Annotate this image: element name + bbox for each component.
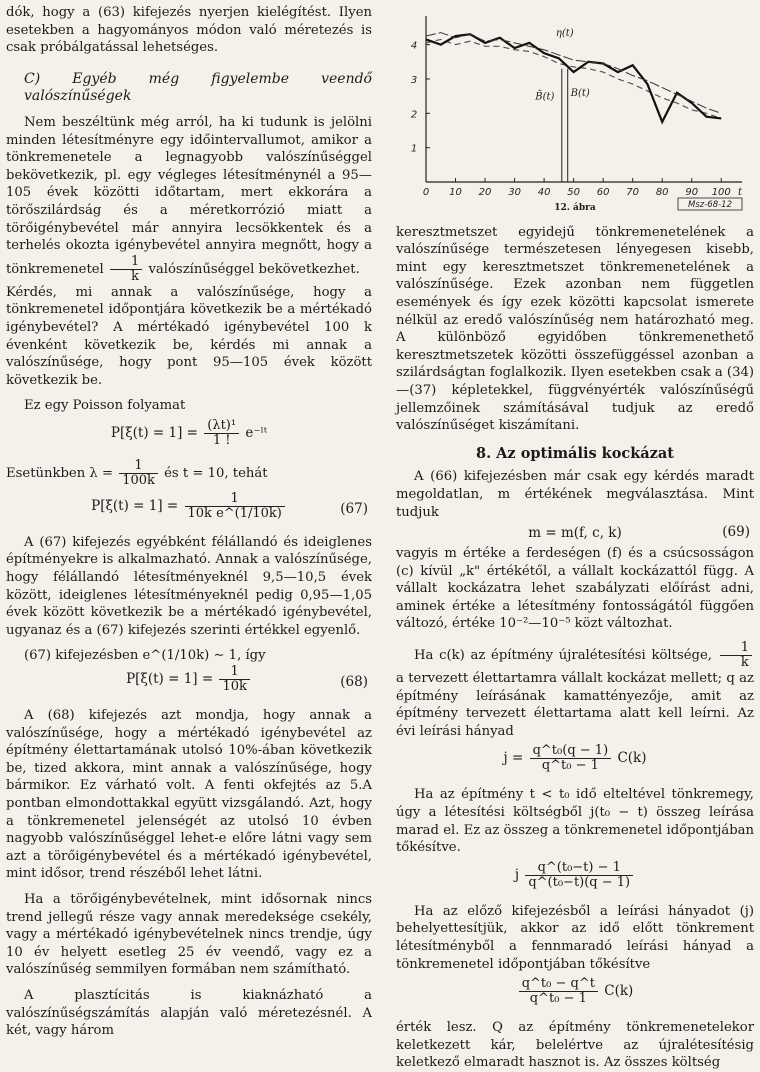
fraction-den: k xyxy=(131,268,140,284)
section-heading-c: C) Egyéb még figyelembe veendő valószínűségek xyxy=(24,70,372,105)
right-paragraph-5: Ha az építmény t < t₀ idő elteltével tönkremegy, úgy a létesítési költségből j(t₀ − t) összeg leírása marad el. Ez az összeg a tönkremenetel időpontjában tőkésítve. xyxy=(396,787,754,856)
right-paragraph-1: keresztmetszet egyidejű tönkremenetelének a valószínűsége természetesen lényegesen kisebb, mint egy keresztmetszet tönkremenetelének a valószínűsége. Ezek azonban nem független események és így ezek közötti kapcsolat ismerete nélkül az eredő valószínűség nem határozható meg. A különböző egyidőben tönkremenethető keresztmetszetek közötti összefüggéssel azonban a szilárdságtan foglalkozik. Ilyen esetekben csak a (34)—(37) képletekkel, függvényérték valószínűségű jellemzőinek számításával tudjuk az eredő valószínűséget kiszámítani. xyxy=(396,224,754,434)
eq67-num: 1 xyxy=(185,492,285,507)
right-paragraph-7: érték lesz. Q az építmény tönkremenetelekor keletkezett kár, belelértve az újralétesítésig keletkező elmaradt hasznot is. Az összes költség xyxy=(396,1020,754,1071)
eq-j2-lhs: j xyxy=(514,866,520,883)
equation-q xyxy=(396,977,754,1011)
eq-q-den: q^t₀ − 1 xyxy=(529,991,587,1007)
series-line-1 xyxy=(426,39,721,118)
x-tick-label: 90 xyxy=(685,187,699,198)
eta-label: η(t) xyxy=(555,28,574,40)
eq-j2-fraction xyxy=(525,861,633,890)
x-tick-label: 40 xyxy=(537,187,551,198)
eq68-fraction xyxy=(219,665,249,694)
fraction-den: k xyxy=(740,655,749,671)
eq68-number: (68) xyxy=(340,674,368,691)
equation-69 xyxy=(396,521,754,545)
equation-poisson xyxy=(6,419,372,453)
eq69-number: (69) xyxy=(722,524,750,541)
fraction-den: 100k xyxy=(122,472,155,488)
fraction-1-over-k xyxy=(110,255,142,284)
paragraph-4-text-a: Esetünkben λ = xyxy=(6,465,114,481)
fraction-num: 1 xyxy=(110,255,142,270)
left-column xyxy=(6,4,372,1040)
equation-j2 xyxy=(396,861,754,895)
x-tick-label: 100 xyxy=(711,187,731,198)
eq67-fraction xyxy=(185,492,285,521)
right-paragraph-4 xyxy=(396,641,754,740)
x-tick-label: 10 xyxy=(449,187,462,198)
y-tick-label: 2 xyxy=(410,109,418,121)
paragraph-1-text-a: Nem beszéltünk még arról, ha ki tudunk is jelölni minden létesítményre egy időintervallumot, amikor a tönkremenetele a legnagyobb valószínűséggel bekövetkezik, pl. egy végleges létesítménynél a 95—105 évek közötti időtartam, mert ekkorára a törőszilárdság és a méretkorrózió miatt a törőigénybevétel már annyira lecsökkentek és a terhelés okozta igénybevétel annyira megnőtt, hogy a tönkremenetel xyxy=(6,114,372,277)
paragraph-4-text-b: és t = 10, tehát xyxy=(164,465,268,481)
y-tick-label: 4 xyxy=(410,40,418,52)
paragraph-1-text-b: valószínűséggel bekövetkezhet. xyxy=(148,261,360,277)
eq68-num: 1 xyxy=(219,665,249,680)
right-paragraph-4-text-a: Ha c(k) az építmény újralétesítési költsége, xyxy=(414,648,712,664)
section-heading-8: 8. Az optimális kockázat xyxy=(475,444,674,462)
bbar-label: B̄(t) xyxy=(535,91,555,103)
fraction-lambda xyxy=(119,459,158,488)
eq1-rhs: e⁻ˡᵗ xyxy=(245,424,268,441)
eq1-num: (λt)¹ xyxy=(204,419,239,434)
right-paragraph-4-text-b: a tervezett élettartamra vállalt kockázat mellett; q az építmény leírásának kamattényezője, amit az építmény tervezett élettartama alatt kell leírni. Az évi leírási hányad xyxy=(396,671,754,739)
b-label: B(t) xyxy=(570,88,590,100)
paragraph-2: Kérdés, mi annak a valószínűsége, hogy a tönkremenetel időpontjára következik be a mértékadó igénybevétel? A mértékadó igénybevétel 100 k évenként következik be, kérdés mi annak a valószínűsége, hogy pont 95—105 évek között következik be. xyxy=(6,284,372,388)
eq-j-den: q^t₀ − 1 xyxy=(541,758,599,774)
x-tick-label: 20 xyxy=(478,187,492,198)
equation-68 xyxy=(6,665,372,699)
x-axis-label: t xyxy=(738,187,743,198)
x-tick-label: 60 xyxy=(596,187,610,198)
eq69-body: m = m(f, c, k) xyxy=(528,525,622,542)
eq68-lhs: P[ξ(t) = 1] = xyxy=(126,671,214,688)
paragraph-8: Ha a törőigénybevételnek, mint idősornak nincs trend jellegű része vagy annak meredeksége csekély, vagy a mértékadó igénybevételnek nincs trendje, úgy 10 év helyett esetleg 25 év veendő, vagy ez a valószínűség semmilyen formában nem számítható. xyxy=(6,891,372,978)
eq-j-fraction xyxy=(530,744,612,773)
eq-j-rhs: C(k) xyxy=(617,750,647,767)
paragraph-9: A plasztícitás is kiaknázható a valószínűségszámítás alapján való méretezésnél. A két, vagy három xyxy=(6,987,372,1039)
fraction-1-over-k-right xyxy=(720,641,752,670)
eq-q-num: q^t₀ − q^t xyxy=(519,977,598,992)
right-paragraph-3: vagyis m értéke a ferdeségen (f) és a csúcsosságon (c) kívül „k" értékétől, a vállalt kockázattól függ. A vállalt kockázatra lehet szabályzati előírást adni, aminek értéke a létesítmény fontosságától függően változó, értéke 10⁻²—10⁻⁵ közt változhat. xyxy=(396,546,754,632)
eq1-fraction xyxy=(204,419,239,448)
fraction-num: 1 xyxy=(720,641,752,656)
paragraph-7: A (68) kifejezés azt mondja, hogy annak a valószínűsége, hogy a mértékadó igénybevétel az építmény élettartamának utolsó 10%-ában következik be, tized akkora, mint annak a valószínűsége, hogy bármikor. Ez várható volt. A fenti okfejtés az 5.A pontban elmondottakkal együtt vizsgálandó. Azt, hogy a tönkremenetel jelenségét az utolsó 10 évben nagyobb valószínűséggel lehet-e előre látni vagy sem azt a törőigénybevétel és a mértékadó igénybevétel, mint idősor, trend részéből lehet látni. xyxy=(6,708,372,882)
right-column xyxy=(396,4,754,1072)
paragraph-1 xyxy=(6,114,372,284)
eq67-lhs: P[ξ(t) = 1] = xyxy=(91,497,179,514)
eq-j-num: q^t₀(q − 1) xyxy=(530,744,612,759)
x-tick-label: 0 xyxy=(422,187,430,198)
x-tick-label: 50 xyxy=(567,187,580,198)
paragraph-3: Ez egy Poisson folyamat xyxy=(24,398,186,414)
eq-j-lhs: j = xyxy=(503,750,524,767)
paragraph-4 xyxy=(6,459,372,488)
eq-j2-den: q^(t₀−t)(q − 1) xyxy=(528,874,631,890)
equation-67 xyxy=(6,492,372,526)
y-tick-label: 1 xyxy=(410,143,418,155)
eq1-den: 1 ! xyxy=(212,432,231,448)
x-tick-label: 70 xyxy=(626,187,640,198)
x-tick-label: 30 xyxy=(508,187,521,198)
eq67-den: 10k e^(1/10k) xyxy=(187,505,282,521)
series-line-2 xyxy=(426,34,721,122)
fraction-num: 1 xyxy=(119,459,158,474)
eq68-den: 10k xyxy=(222,679,247,695)
eq67-number: (67) xyxy=(340,500,368,517)
y-tick-label: 3 xyxy=(410,74,418,86)
right-paragraph-6: Ha az előző kifejezésből a leírási hányadot (j) behelyettesítjük, akkor az idő előtt tönkrement létesítményből a fennmaradó leírási hányad a tönkremenetel időpontjában tőkésítve xyxy=(396,903,754,972)
right-paragraph-2: A (66) kifejezésben már csak egy kérdés maradt megoldatlan, m értékének megválasztása. Mint tudjuk xyxy=(396,469,754,520)
intro-paragraph: dók, hogy a (63) kifejezés nyerjen kielégítést. Ilyen esetekben a hagyományos módon való méretezés is csak próbálgatással lehetséges. xyxy=(6,5,372,56)
eq-q-rhs: C(k) xyxy=(604,983,634,1000)
x-tick-label: 80 xyxy=(655,187,669,198)
code-label: Msz-68-12 xyxy=(688,200,732,210)
paragraph-5: A (67) kifejezés egyébként félállandó és ideiglenes építményekre is alkalmazható. Annak a valószínűsége, hogy félállandó létesítményeknél 9,5—10,5 évek között, ideiglenes létesítményeknél pedig 0,95—1,05 évek között következik be a mértékadó igénybevétel, ugyanaz és a (67) kifejezés szerinti értékkel egyenlő. xyxy=(6,534,372,638)
eq1-lhs: P[ξ(t) = 1] = xyxy=(110,424,198,441)
eq-q-fraction xyxy=(519,977,598,1006)
eq-j2-num: q^(t₀−t) − 1 xyxy=(525,861,633,876)
equation-j xyxy=(396,744,754,778)
paragraph-6: (67) kifejezésben e^(1/10k) ∼ 1, így xyxy=(24,648,266,664)
figure-caption: 12. ábra xyxy=(554,203,596,213)
